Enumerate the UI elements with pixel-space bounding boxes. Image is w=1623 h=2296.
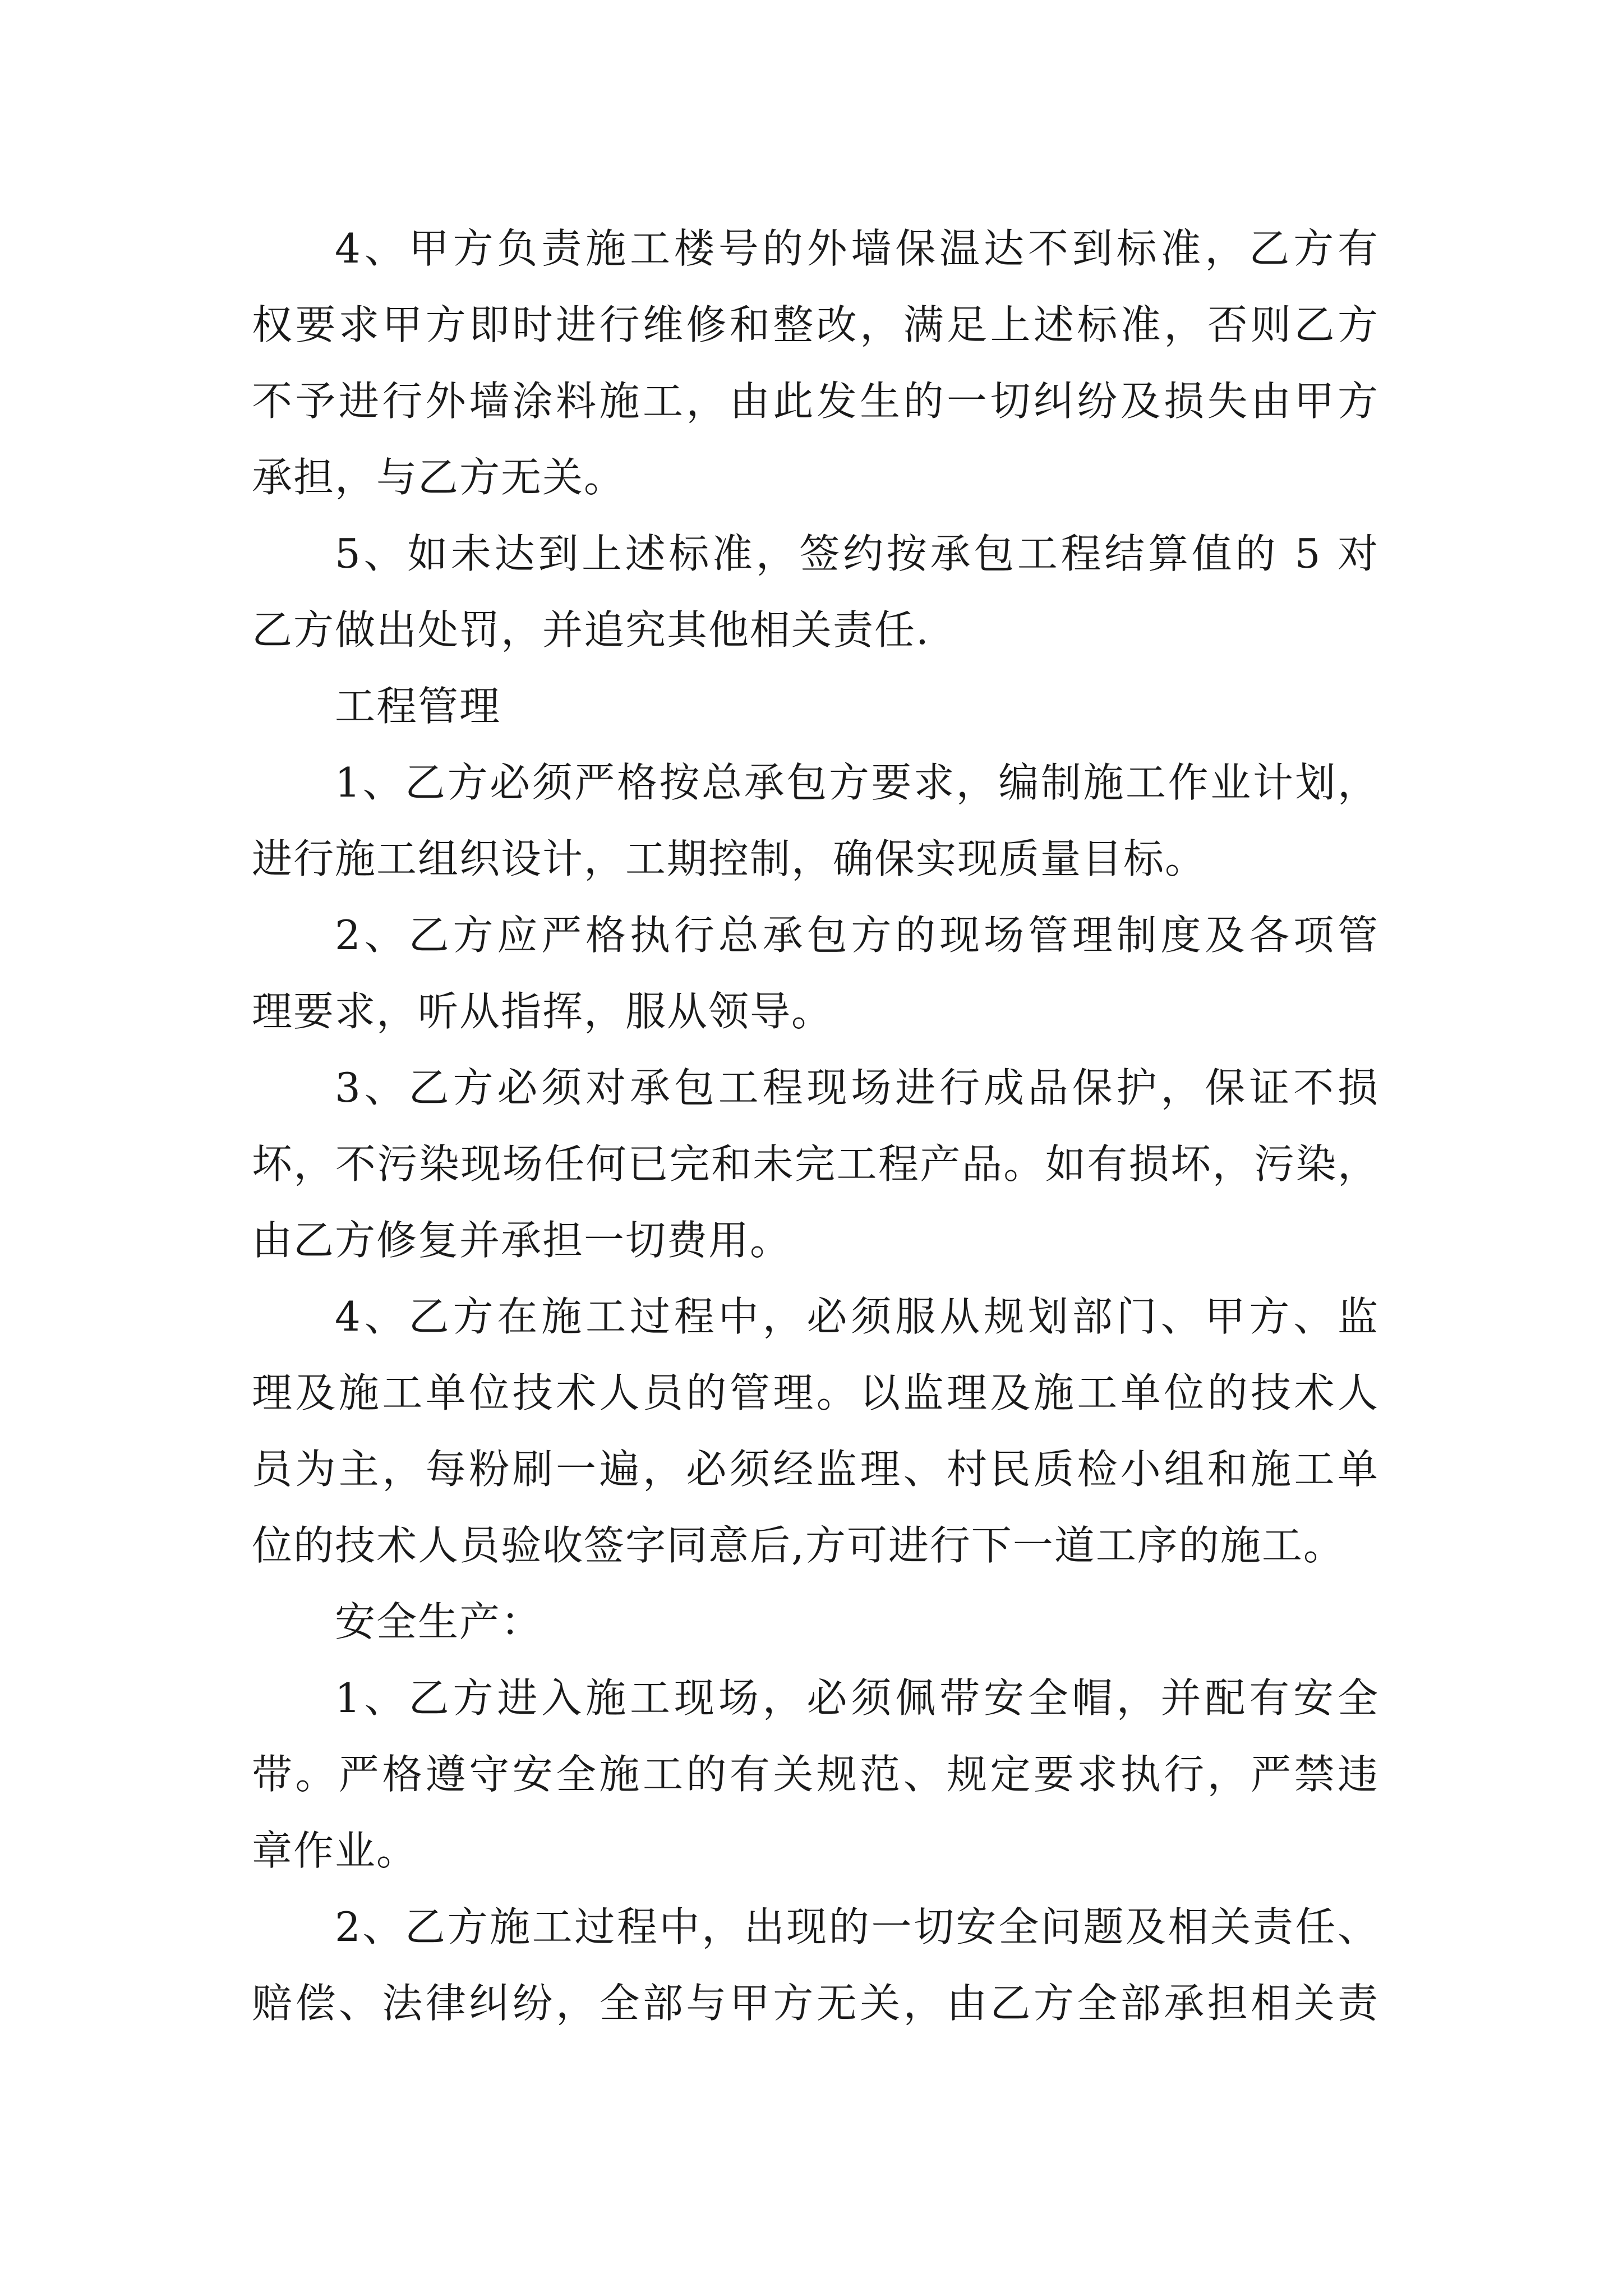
paragraph-line: 4、甲方负责施工楼号的外墙保温达不到标准，乙方有 [335,225,1379,272]
paragraph-line: 带。严格遵守安全施工的有关规范、规定要求执行，严禁违 [252,1751,1379,1798]
paragraph-line: 进行施工组织设计，工期控制，确保实现质量目标。 [252,835,1207,882]
paragraph-line: 章作业。 [252,1827,418,1874]
paragraph-line: 3、乙方必须对承包工程现场进行成品保护，保证不损 [335,1064,1379,1111]
paragraph-line: 5、如未达到上述标准，签约按承包工程结算值的 5 对 [335,530,1379,577]
paragraph-line: 权要求甲方即时进行维修和整改，满足上述标准，否则乙方 [252,301,1379,348]
document-body [252,210,1379,2041]
paragraph-line: 位的技术人员验收签字同意后,方可进行下一道工序的施工。 [252,1522,1345,1569]
paragraph-line: 理要求，听从指挥，服从领导。 [252,988,833,1035]
paragraph-line: 由乙方修复并承担一切费用。 [252,1217,792,1264]
paragraph-line: 2、乙方施工过程中，出现的一切安全问题及相关责任、 [335,1903,1379,1950]
paragraph-line: 4、乙方在施工过程中，必须服从规划部门、甲方、监 [335,1293,1379,1340]
paragraph-line: 承担，与乙方无关。 [252,454,626,501]
paragraph-line: 1、乙方进入施工现场，必须佩带安全帽，并配有安全 [335,1674,1379,1722]
paragraph-line: 理及施工单位技术人员的管理。以监理及施工单位的技术人 [252,1369,1379,1416]
paragraph-line: 1、乙方必须严格按总承包方要求，编制施工作业计划， [335,759,1379,806]
paragraph-line: 2、乙方应严格执行总承包方的现场管理制度及各项管 [335,912,1379,959]
paragraph-line: 员为主，每粉刷一遍，必须经监理、村民质检小组和施工单 [252,1446,1379,1493]
section-heading: 安全生产： [335,1598,543,1645]
paragraph-line: 坏，不污染现场任何已完和未完工程产品。如有损坏，污染， [252,1140,1379,1188]
paragraph-line: 乙方做出处罚，并追究其他相关责任. [252,606,930,654]
paragraph-line: 赔偿、法律纠纷，全部与甲方无关，由乙方全部承担相关责 [252,1980,1379,2027]
section-heading: 工程管理 [335,683,501,730]
paragraph-line: 不予进行外墙涂料施工，由此发生的一切纠纷及损失由甲方 [252,378,1379,425]
